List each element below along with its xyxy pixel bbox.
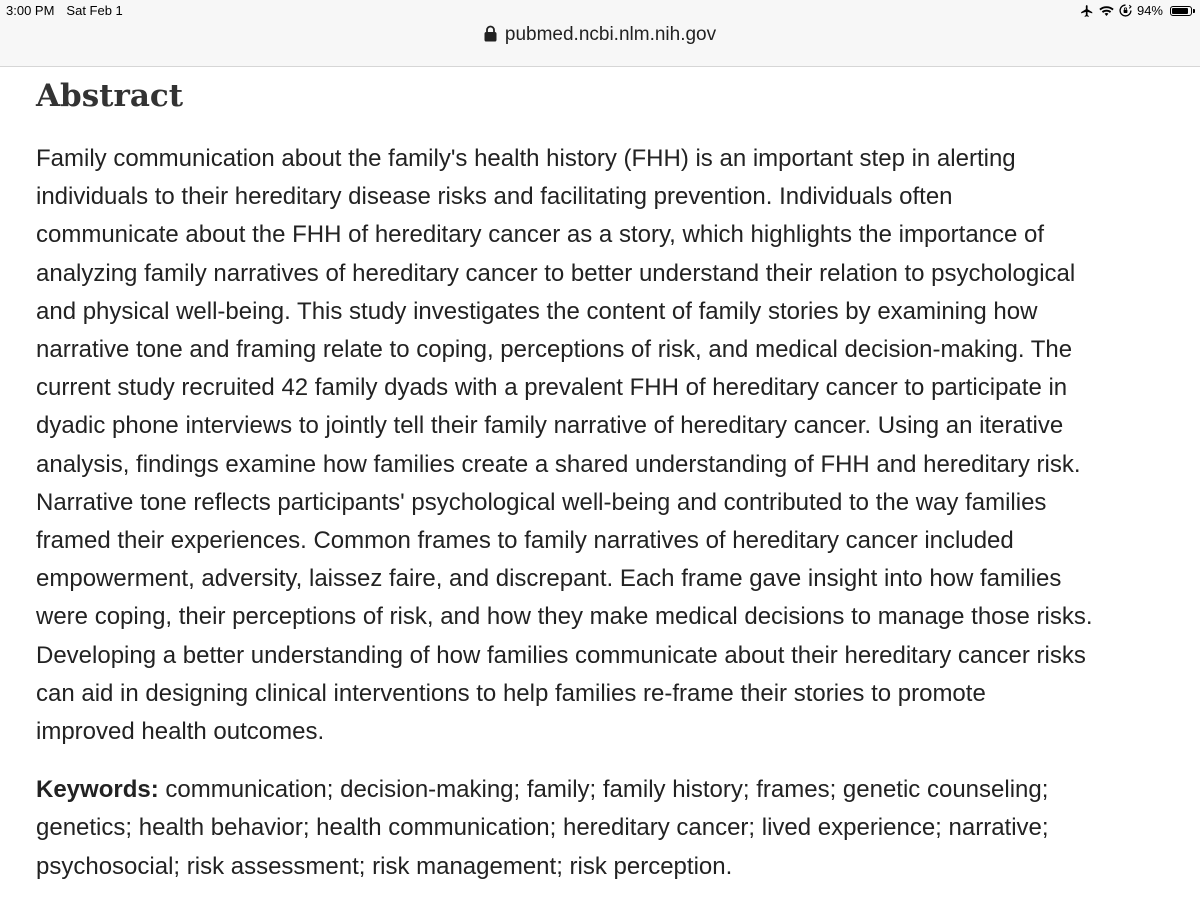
address-bar[interactable] [0, 24, 1200, 48]
abstract-line: dyadic phone interviews to jointly tell their family narrative of hereditary cancer. Using an iterative [36, 412, 1064, 440]
orientation-lock-icon [1119, 4, 1132, 17]
abstract-line: Family communication about the family's health history (FHH) is an important step in alerting [36, 145, 1016, 172]
abstract-line: analyzing family narratives of hereditary cancer to better understand their relation to psychological [36, 259, 1076, 287]
abstract-line: improved health outcomes. [36, 718, 325, 746]
keywords-line: psychosocial; risk assessment; risk management; risk perception. [36, 852, 733, 880]
abstract-heading: Abstract [36, 78, 184, 114]
status-date: Sat Feb 1 [66, 3, 123, 18]
airplane-icon [1080, 4, 1094, 18]
battery-level-fill [1172, 8, 1188, 14]
abstract-line: analysis, findings examine how families create a shared understanding of FHH and hereditary risk. [36, 450, 1081, 478]
status-bar-left [6, 3, 123, 18]
abstract-line: individuals to their hereditary disease risks and facilitating prevention. Individuals often [36, 183, 953, 211]
browser-chrome [0, 0, 1200, 67]
article-content [36, 74, 1196, 886]
abstract-line: Developing a better understanding of how families communicate about their hereditary cancer risks [36, 641, 1086, 669]
abstract-line: communicate about the FHH of hereditary cancer as a story, which highlights the importance of [36, 221, 1045, 249]
abstract-line: current study recruited 42 family dyads with a prevalent FHH of hereditary cancer to participate in [36, 374, 1068, 402]
keywords-section [36, 771, 1196, 886]
abstract-line: framed their experiences. Common frames to family narratives of hereditary cancer included [36, 527, 1014, 555]
abstract-line: and physical well-being. This study investigates the content of family stories by examining how [36, 297, 1038, 325]
abstract-text [36, 140, 1196, 751]
url-text: pubmed.ncbi.nlm.nih.gov [504, 24, 717, 45]
keywords-label: Keywords: [36, 776, 159, 804]
battery-icon [1170, 6, 1192, 16]
abstract-line: narrative tone and framing relate to coping, perceptions of risk, and medical decision-making. The [36, 336, 1073, 364]
keywords-line: genetics; health behavior; health communication; hereditary cancer; lived experience; narrative; [36, 814, 1049, 842]
keywords-line [36, 771, 1196, 809]
status-time: 3:00 PM [6, 3, 55, 18]
abstract-line: Narrative tone reflects participants' psychological well-being and contributed to the way families [36, 488, 1047, 516]
status-bar-right [1080, 3, 1192, 18]
wifi-icon [1099, 5, 1114, 17]
lock-icon [484, 25, 497, 48]
abstract-line: can aid in designing clinical interventions to help families re-frame their stories to promote [36, 679, 986, 707]
abstract-line: empowerment, adversity, laissez faire, and discrepant. Each frame gave insight into how families [36, 565, 1062, 593]
abstract-line: were coping, their perceptions of risk, and how they make medical decisions to manage those risks. [36, 603, 1093, 631]
battery-percent: 94% [1136, 3, 1163, 18]
keywords-text: communication; decision-making; family; family history; frames; genetic counseling; [158, 776, 1049, 804]
